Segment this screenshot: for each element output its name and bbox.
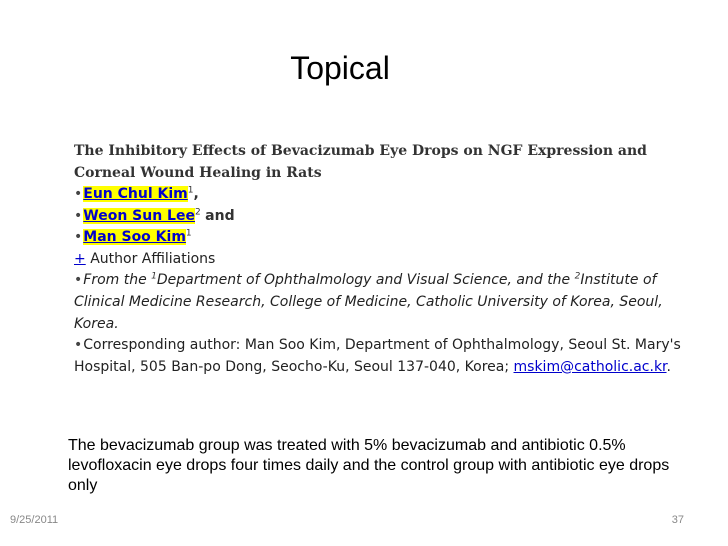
email-link[interactable]: mskim@catholic.ac.kr bbox=[513, 358, 667, 375]
author-separator: , bbox=[193, 186, 199, 202]
author-link-weon-sun-lee[interactable]: Weon Sun Lee bbox=[83, 207, 195, 224]
bullet: • bbox=[74, 229, 83, 246]
bullet: • bbox=[74, 337, 83, 354]
author-superscript: 1 bbox=[187, 185, 194, 196]
paper-title: The Inhibitory Effects of Bevacizumab Eye Drops on NGF Expression and Corneal Wound Healing in Rats bbox=[74, 143, 647, 181]
footer-date: 9/25/2011 bbox=[10, 514, 59, 526]
author-link-man-soo-kim[interactable]: Man Soo Kim bbox=[83, 229, 186, 246]
affiliation-superscript: 2 bbox=[574, 271, 581, 282]
correspondence: Corresponding author: Man Soo Kim, Department of Ophthalmology, Seoul St. Mary's Hospital, 505 Ban-po Dong, Seocho-Ku, Seoul 137-040, Korea; bbox=[74, 337, 681, 375]
author-link-eun-chul-kim[interactable]: Eun Chul Kim bbox=[83, 186, 188, 202]
author-superscript: 2 bbox=[194, 206, 201, 217]
author-line bbox=[74, 227, 694, 249]
author-line bbox=[74, 206, 694, 228]
author-affiliations-label: Author Affiliations bbox=[90, 250, 216, 267]
expand-affiliations-button[interactable]: + bbox=[74, 250, 86, 267]
affiliation-prefix: From the bbox=[83, 272, 152, 289]
affiliation-superscript: 1 bbox=[151, 271, 157, 282]
email-suffix: . bbox=[666, 358, 671, 375]
paper-excerpt bbox=[74, 140, 694, 378]
author-separator: and bbox=[205, 207, 235, 224]
bullet: • bbox=[74, 186, 83, 202]
bullet: • bbox=[74, 207, 83, 224]
slide-title: Topical bbox=[290, 50, 390, 86]
author-affiliations-toggle-row bbox=[74, 249, 694, 271]
bullet: • bbox=[74, 272, 83, 289]
affiliation-institute: Institute of Clinical Medicine Research, College of Medicine, Catholic University of Korea, Seoul, Korea. bbox=[74, 272, 663, 332]
author-line bbox=[74, 184, 694, 206]
correspondence-text bbox=[74, 335, 694, 378]
affiliation-department: Department of Ophthalmology and Visual Science, and the bbox=[156, 272, 575, 289]
affiliation-text bbox=[74, 270, 694, 335]
author-superscript: 1 bbox=[185, 228, 192, 239]
treatment-summary: The bevacizumab group was treated with 5% bevacizumab and antibiotic 0.5% levofloxacin eye drops four times daily and the control group with antibiotic eye drops only bbox=[68, 437, 670, 494]
page-number: 37 bbox=[671, 514, 684, 526]
